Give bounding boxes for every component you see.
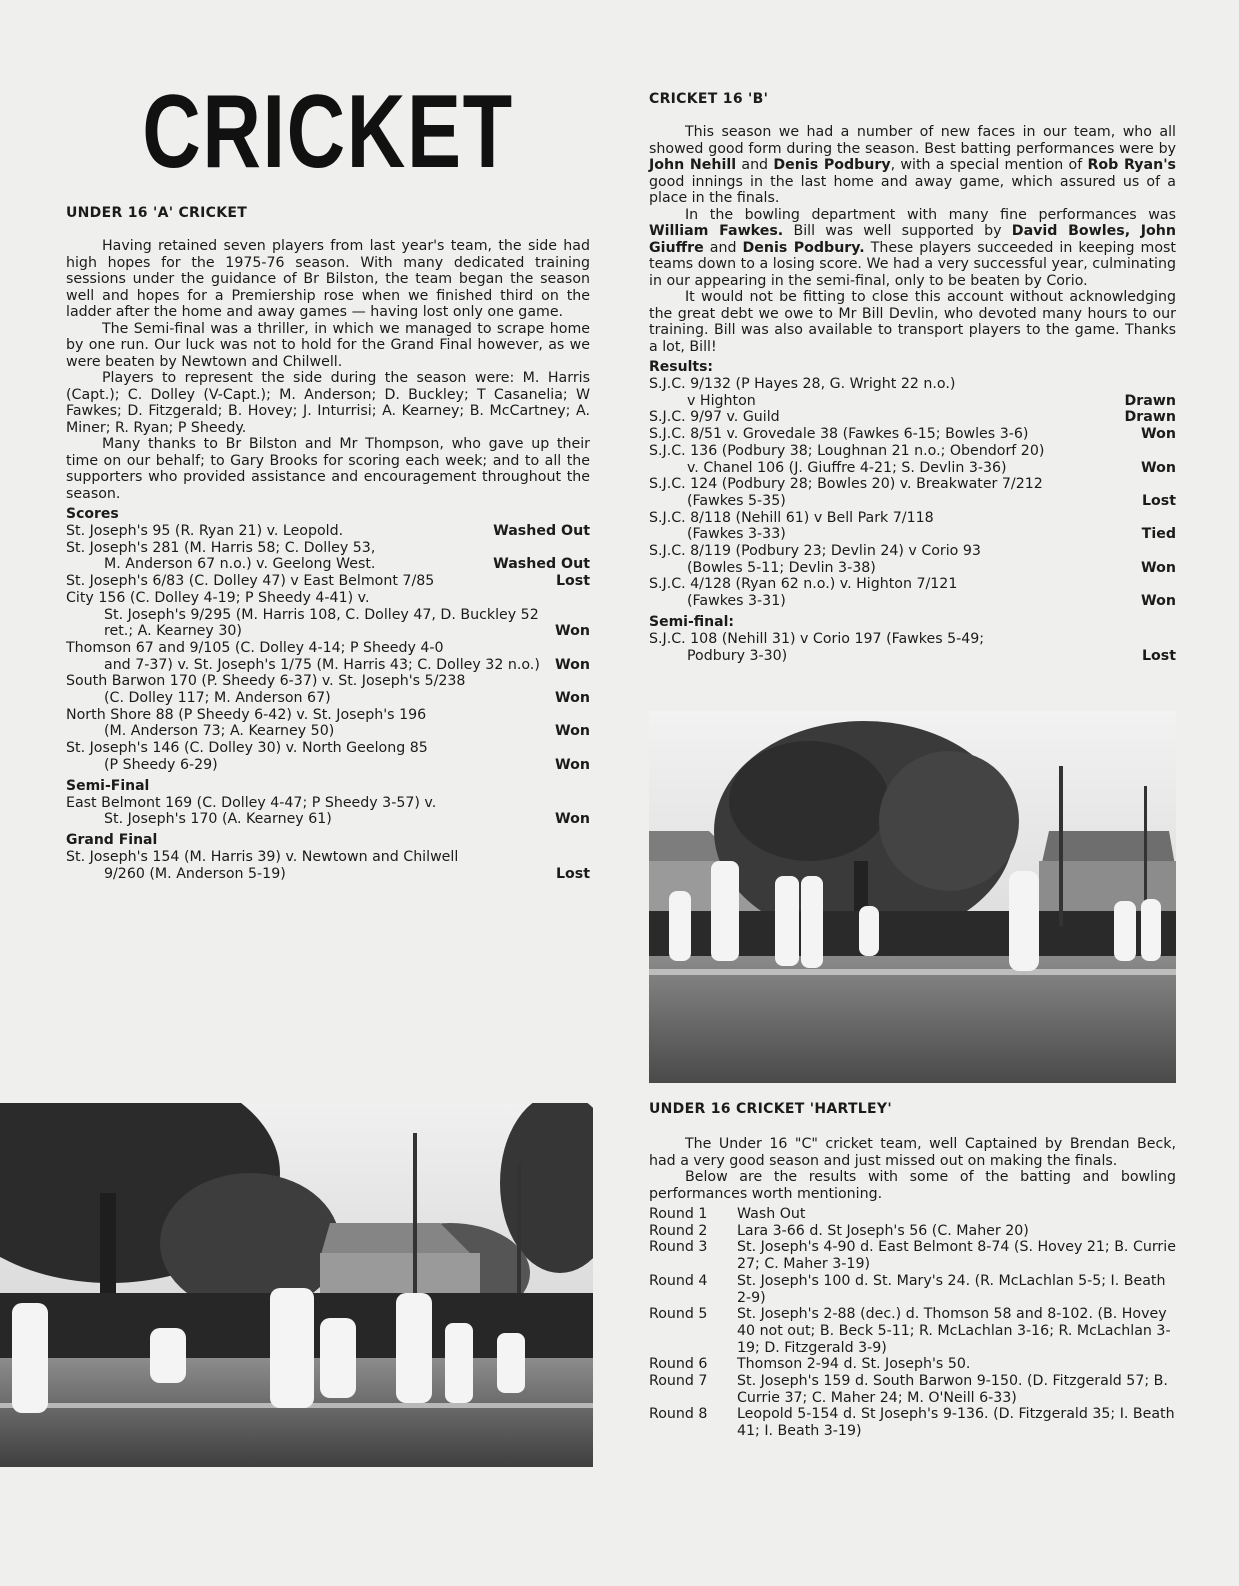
result-outcome: Won	[1141, 459, 1176, 476]
result-line: (Bowles 5-11; Devlin 3-38)	[687, 559, 876, 576]
result-line: (Fawkes 3-33)	[687, 526, 786, 543]
result-line: v Highton	[687, 392, 756, 409]
under16a-paragraph: Many thanks to Br Bilston and Mr Thompson, who gave up their time on our behalf; to Gary Brooks for scoring each week; and to all the supporters who provided assistance and encouragement throughout the season.	[66, 436, 590, 502]
round-result: St. Joseph's 100 d. St. Mary's 24. (R. McLachlan 5-5; I. Beath 2-9)	[737, 1272, 1166, 1306]
result-text	[66, 740, 547, 773]
player-name: John Nehill	[649, 157, 737, 173]
cricket16b-paragraph	[649, 124, 1176, 207]
result-line: Thomson 67 and 9/105 (C. Dolley 4-14; P Sheedy 4-0	[66, 639, 444, 656]
result-row	[649, 576, 1176, 609]
result-line: East Belmont 169 (C. Dolley 4-47; P Sheedy 3-57) v.	[66, 794, 437, 811]
result-row	[66, 849, 590, 882]
result-line: St. Joseph's 170 (A. Kearney 61)	[104, 811, 332, 828]
player-name: Denis Podbury.	[742, 239, 865, 256]
result-row	[66, 590, 590, 640]
semi-final-list	[66, 795, 590, 828]
result-outcome: Lost	[555, 573, 590, 590]
result-text	[66, 849, 548, 882]
result-line: (M. Anderson 73; A. Kearney 50)	[104, 723, 335, 740]
round-row	[649, 1406, 1176, 1439]
paragraph-text: and	[703, 239, 743, 256]
page-title: CRICKET	[142, 74, 514, 190]
result-outcome: Won	[1141, 559, 1176, 576]
result-line: St. Joseph's 6/83 (C. Dolley 47) v East Belmont 7/85	[66, 573, 435, 590]
round-result: St. Joseph's 159 d. South Barwon 9-150. (D. Fitzgerald 57; B. Currie 37; C. Maher 24; M. O'Neill 6-33)	[737, 1373, 1168, 1406]
result-line: Podbury 3-30)	[687, 647, 788, 664]
under16a-paragraph: Having retained seven players from last year's team, the side had high hopes for the 1975-76 season. With many dedicated training sessions under the guidance of Br Bilston, the team began the season well and hopes for a Premiership rose when we finished third on the ladder after the home and away games — having lost only one game.	[66, 238, 590, 320]
result-outcome: Lost	[555, 865, 590, 882]
result-row	[66, 573, 590, 590]
result-text	[649, 510, 1134, 543]
result-text	[66, 640, 547, 673]
rounds-list	[649, 1206, 1176, 1440]
results-heading: Results:	[649, 359, 713, 375]
round-label: Round 4	[649, 1272, 708, 1289]
left-column	[66, 74, 590, 882]
hartley-paragraph: The Under 16 "C" cricket team, well Captained by Brendan Beck, had a very good season and just missed out on making the finals.	[649, 1136, 1176, 1169]
hartley-section	[649, 1100, 1176, 1440]
cricket16b-paragraph: It would not be fitting to close this account without acknowledging the great debt we owe to Mr Bill Devlin, who devoted many hours to our training. Bill was also available to transport players to the game. Thanks a lot, Bill!	[649, 289, 1176, 355]
photo-batting-image	[0, 1103, 593, 1467]
hartley-paragraph: Below are the results with some of the batting and bowling performances worth mentioning.	[649, 1169, 1176, 1202]
result-line: (Fawkes 3-31)	[687, 593, 786, 610]
result-text	[66, 573, 548, 590]
cricket-match-photo-fielders	[649, 711, 1176, 1083]
paragraph-text: and	[736, 157, 774, 173]
paragraph-text: Bill was well supported by	[783, 223, 1012, 239]
round-result: Thomson 2-94 d. St. Joseph's 50.	[737, 1356, 971, 1373]
result-line: S.J.C. 9/132 (P Hayes 28, G. Wright 22 n.o.)	[649, 376, 956, 392]
results-list	[649, 376, 1176, 610]
paragraph-text: , with a special mention of	[890, 157, 1088, 173]
result-line: North Shore 88 (P Sheedy 6-42) v. St. Joseph's 196	[66, 706, 427, 723]
round-label: Round 1	[649, 1206, 708, 1222]
result-line: S.J.C. 136 (Podbury 38; Loughnan 21 n.o.; Obendorf 20)	[649, 442, 1045, 459]
result-line: St. Joseph's 281 (M. Harris 58; C. Dolley 53,	[66, 539, 376, 556]
result-line: M. Anderson 67 n.o.) v. Geelong West.	[104, 556, 376, 573]
paragraph-text: These players succeeded in keeping most teams down to a losing score. We had a very successful year, culminating in our appearing in the semi-final, only to be beaten by Corio.	[649, 239, 1176, 289]
round-result: Wash Out	[737, 1206, 806, 1222]
paragraph-text: In the bowling department with many fine performances was	[685, 206, 1176, 223]
result-row	[649, 409, 1176, 426]
result-text	[66, 673, 547, 706]
result-outcome: Won	[555, 623, 590, 640]
result-line: St. Joseph's 9/295 (M. Harris 108, C. Dolley 47, D. Buckley 52 ret.; A. Kearney 30)	[104, 606, 539, 640]
result-text	[649, 576, 1133, 609]
round-row	[649, 1206, 1176, 1223]
result-text	[66, 540, 485, 573]
semi-final-heading-b: Semi-final:	[649, 613, 734, 630]
round-result: St. Joseph's 2-88 (dec.) d. Thomson 58 and 8-102. (B. Hovey 40 not out; B. Beck 5-11; R. McLachlan 3-16; R. McLachlan 3-19; D. Fitzgerald 3-9)	[737, 1306, 1171, 1356]
result-line: S.J.C. 8/51 v. Grovedale 38 (Fawkes 6-15; Bowles 3-6)	[649, 426, 1029, 443]
result-text	[66, 707, 547, 740]
result-outcome: Won	[555, 811, 590, 828]
scores-heading: Scores	[66, 506, 119, 522]
result-text	[66, 795, 547, 828]
result-text	[649, 426, 1133, 443]
player-name: Denis Podbury	[773, 157, 891, 173]
grand-final-heading: Grand Final	[66, 831, 158, 848]
result-outcome: Drawn	[1124, 392, 1176, 409]
under16a-paragraph: The Semi-final was a thriller, in which we managed to scrape home by one run. Our luck was not to hold for the Grand Final however, as we were beaten by Newtown and Chilwell.	[66, 320, 590, 370]
result-row	[66, 673, 590, 706]
result-line: S.J.C. 8/119 (Podbury 23; Devlin 24) v Corio 93	[649, 543, 981, 560]
result-line: S.J.C. 108 (Nehill 31) v Corio 197 (Fawkes 5-49;	[649, 630, 985, 647]
result-line: S.J.C. 4/128 (Ryan 62 n.o.) v. Highton 7/121	[649, 576, 958, 593]
semi-final-heading: Semi-Final	[66, 777, 150, 794]
result-outcome: Won	[1141, 426, 1176, 443]
result-line: S.J.C. 9/97 v. Guild	[649, 409, 780, 426]
round-label: Round 8	[649, 1406, 708, 1423]
round-result: Lara 3-66 d. St Joseph's 56 (C. Maher 20)	[737, 1222, 1029, 1239]
under16a-heading: UNDER 16 'A' CRICKET	[66, 205, 248, 221]
result-row	[66, 523, 590, 540]
result-line: (Fawkes 5-35)	[687, 492, 786, 509]
round-row	[649, 1306, 1176, 1356]
result-row	[66, 795, 590, 828]
result-text	[649, 476, 1134, 509]
result-line: 9/260 (M. Anderson 5-19)	[104, 865, 286, 882]
result-text	[66, 590, 547, 640]
round-label: Round 7	[649, 1373, 708, 1390]
result-text	[649, 631, 1134, 664]
result-outcome: Washed Out	[493, 523, 590, 539]
result-row	[649, 376, 1176, 409]
round-label: Round 2	[649, 1222, 708, 1239]
result-outcome: Tied	[1141, 526, 1176, 543]
photo-fielders-image	[649, 711, 1176, 1083]
result-line: South Barwon 170 (P. Sheedy 6-37) v. St. Joseph's 5/238	[66, 673, 466, 690]
round-row	[649, 1223, 1176, 1240]
result-row	[649, 543, 1176, 576]
result-outcome: Won	[555, 656, 590, 673]
result-outcome: Lost	[1141, 647, 1176, 664]
result-row	[649, 426, 1176, 443]
result-line: v. Chanel 106 (J. Giuffre 4-21; S. Devlin 3-36)	[687, 459, 1007, 476]
result-outcome: Won	[555, 690, 590, 707]
result-text	[66, 523, 485, 540]
result-row	[649, 631, 1176, 664]
round-result: Leopold 5-154 d. St Joseph's 9-136. (D. Fitzgerald 35; I. Beath 41; I. Beath 3-19)	[737, 1406, 1175, 1440]
result-line: S.J.C. 8/118 (Nehill 61) v Bell Park 7/118	[649, 509, 934, 526]
result-outcome: Won	[555, 756, 590, 773]
result-text	[649, 376, 1116, 409]
round-row	[649, 1239, 1176, 1272]
round-label: Round 5	[649, 1306, 708, 1323]
round-label: Round 3	[649, 1239, 708, 1256]
result-line: City 156 (C. Dolley 4-19; P Sheedy 4-41) v.	[66, 589, 370, 606]
result-outcome: Won	[1141, 593, 1176, 610]
result-text	[649, 543, 1133, 576]
paragraph-text: good innings in the last home and away game, which assured us of a place in the finals.	[649, 173, 1176, 206]
result-row	[66, 707, 590, 740]
result-row	[649, 443, 1176, 476]
round-row	[649, 1356, 1176, 1373]
round-row	[649, 1373, 1176, 1406]
paragraph-text: This season we had a number of new faces in our team, who all showed good form during the season. Best batting performances were by	[649, 124, 1176, 157]
result-line: S.J.C. 124 (Podbury 28; Bowles 20) v. Breakwater 7/212	[649, 476, 1043, 493]
result-row	[66, 540, 590, 573]
result-line: (C. Dolley 117; M. Anderson 67)	[104, 690, 331, 707]
cricket16b-heading: CRICKET 16 'B'	[649, 91, 769, 107]
cricket-match-photo-batting	[0, 1103, 593, 1467]
result-row	[649, 510, 1176, 543]
player-name: David Bowles, John Giuffre	[649, 223, 1176, 256]
result-row	[66, 740, 590, 773]
result-outcome: Washed Out	[493, 556, 590, 573]
scores-list	[66, 523, 590, 774]
result-line: and 7-37) v. St. Joseph's 1/75 (M. Harris 43; C. Dolley 32 n.o.)	[104, 656, 540, 673]
round-row	[649, 1273, 1176, 1306]
round-result: St. Joseph's 4-90 d. East Belmont 8-74 (S. Hovey 21; B. Currie 27; C. Maher 3-19)	[737, 1239, 1176, 1273]
round-label: Round 6	[649, 1356, 708, 1373]
player-name: Rob Ryan's	[1087, 157, 1176, 173]
result-text	[649, 443, 1133, 476]
player-name: William Fawkes.	[649, 223, 784, 239]
result-row	[66, 640, 590, 673]
grand-final-list	[66, 849, 590, 882]
semi-final-b-list	[649, 631, 1176, 664]
result-outcome: Drawn	[1124, 409, 1176, 426]
result-line: St. Joseph's 146 (C. Dolley 30) v. North Geelong 85	[66, 740, 428, 757]
result-outcome: Lost	[1141, 492, 1176, 509]
result-outcome: Won	[555, 723, 590, 740]
cricket16b-paragraph	[649, 207, 1176, 290]
under16a-paragraph: Players to represent the side during the season were: M. Harris (Capt.); C. Dolley (V-Capt.); M. Anderson; D. Buckley; T Casanelia; W Fawkes; D. Fitzgerald; B. Hovey; J. Inturrisi; A. Kearney; B. McCartney; A. Miner; R. Ryan; P Sheedy.	[66, 370, 590, 436]
result-line: (P Sheedy 6-29)	[104, 756, 218, 773]
result-line: St. Joseph's 95 (R. Ryan 21) v. Leopold.	[66, 523, 344, 539]
hartley-heading: UNDER 16 CRICKET 'HARTLEY'	[649, 1101, 892, 1117]
result-line: St. Joseph's 154 (M. Harris 39) v. Newtown and Chilwell	[66, 848, 459, 865]
result-text	[649, 409, 1116, 426]
result-row	[649, 476, 1176, 509]
right-column	[649, 90, 1176, 664]
